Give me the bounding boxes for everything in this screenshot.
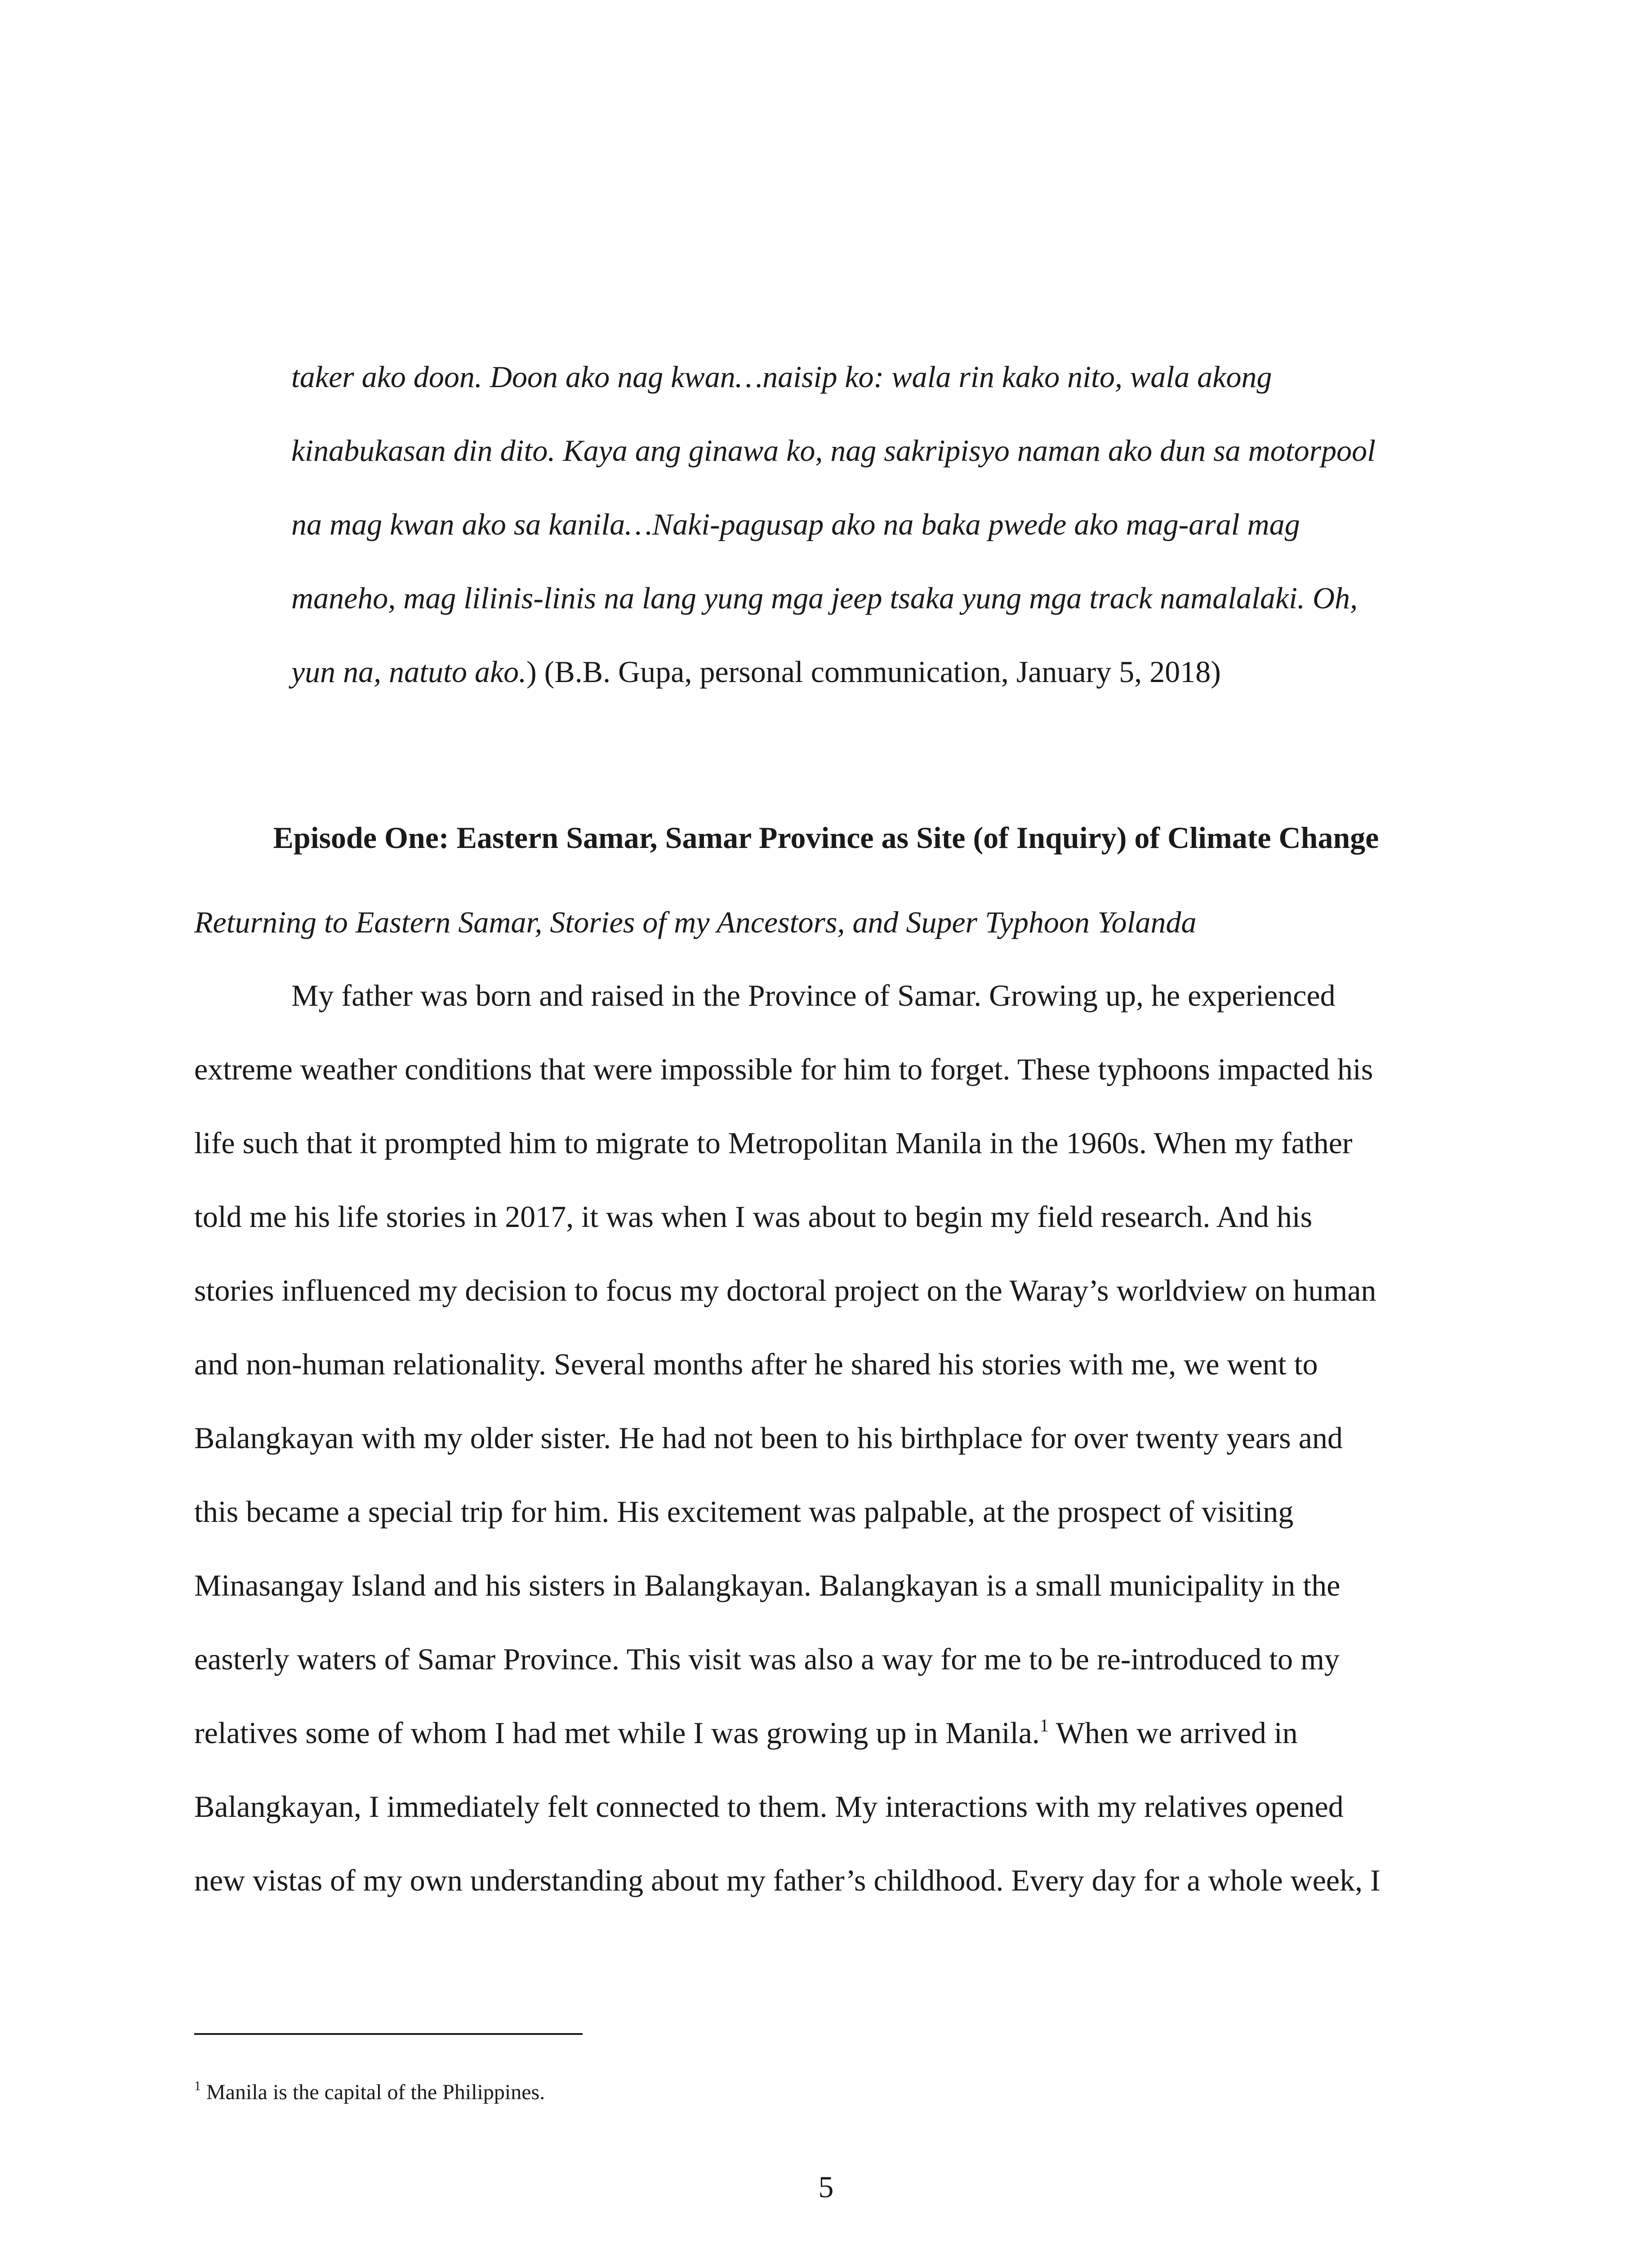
quote-line-last <box>291 656 1221 687</box>
body-line: new vistas of my own understanding about my father’s childhood. Every day for a whole week, I <box>194 1863 1380 1897</box>
footnote-marker: 1 <box>194 2079 201 2093</box>
body-line: Minasangay Island and his sisters in Balangkayan. Balangkayan is a small municipality in the <box>194 1568 1340 1602</box>
section-subheading: Returning to Eastern Samar, Stories of my Ancestors, and Super Typhoon Yolanda <box>194 905 1197 939</box>
footnote-divider <box>194 2033 583 2035</box>
body-text: relatives some of whom I had met while I was growing up in Manila. <box>194 1716 1040 1750</box>
body-line: life such that it prompted him to migrate to Metropolitan Manila in the 1960s. When my father <box>194 1126 1353 1160</box>
body-text: When we arrived in <box>1048 1716 1298 1750</box>
quote-citation: ) (B.B. Gupa, personal communication, January 5, 2018) <box>526 655 1221 689</box>
body-line: Balangkayan with my older sister. He had not been to his birthplace for over twenty years and <box>194 1421 1343 1455</box>
section-heading: Episode One: Eastern Samar, Samar Province as Site (of Inquiry) of Climate Change <box>273 821 1379 855</box>
page-number: 5 <box>818 2170 834 2204</box>
body-line <box>194 1717 1298 1748</box>
quote-line: taker ako doon. Doon ako nag kwan…naisip ko: wala rin kako nito, wala akong <box>291 360 1272 394</box>
footnote <box>194 2079 545 2104</box>
body-line: easterly waters of Samar Province. This visit was also a way for me to be re-introduced to my <box>194 1642 1340 1676</box>
footnote-reference[interactable]: 1 <box>1039 1715 1049 1735</box>
body-line: Balangkayan, I immediately felt connected to them. My interactions with my relatives opened <box>194 1789 1344 1824</box>
footnote-text: Manila is the capital of the Philippines. <box>201 2080 545 2104</box>
quote-line: kinabukasan din dito. Kaya ang ginawa ko, nag sakripisyo naman ako dun sa motorpool <box>291 433 1376 468</box>
body-line: stories influenced my decision to focus my doctoral project on the Waray’s worldview on human <box>194 1273 1376 1307</box>
body-line: told me his life stories in 2017, it was when I was about to begin my field research. And his <box>194 1200 1313 1234</box>
quote-line: na mag kwan ako sa kanila…Naki-pagusap ako na baka pwede ako mag-aral mag <box>291 507 1300 541</box>
quote-line: maneho, mag lilinis-linis na lang yung mga jeep tsaka yung mga track namalalaki. Oh, <box>291 581 1358 615</box>
quote-final-italic: yun na, natuto ako. <box>291 655 527 689</box>
body-line: this became a special trip for him. His excitement was palpable, at the prospect of visiting <box>194 1494 1294 1529</box>
body-line: extreme weather conditions that were impossible for him to forget. These typhoons impacted his <box>194 1052 1373 1086</box>
body-line: My father was born and raised in the Province of Samar. Growing up, he experienced <box>291 978 1336 1012</box>
body-line: and non-human relationality. Several months after he shared his stories with me, we went to <box>194 1347 1318 1381</box>
